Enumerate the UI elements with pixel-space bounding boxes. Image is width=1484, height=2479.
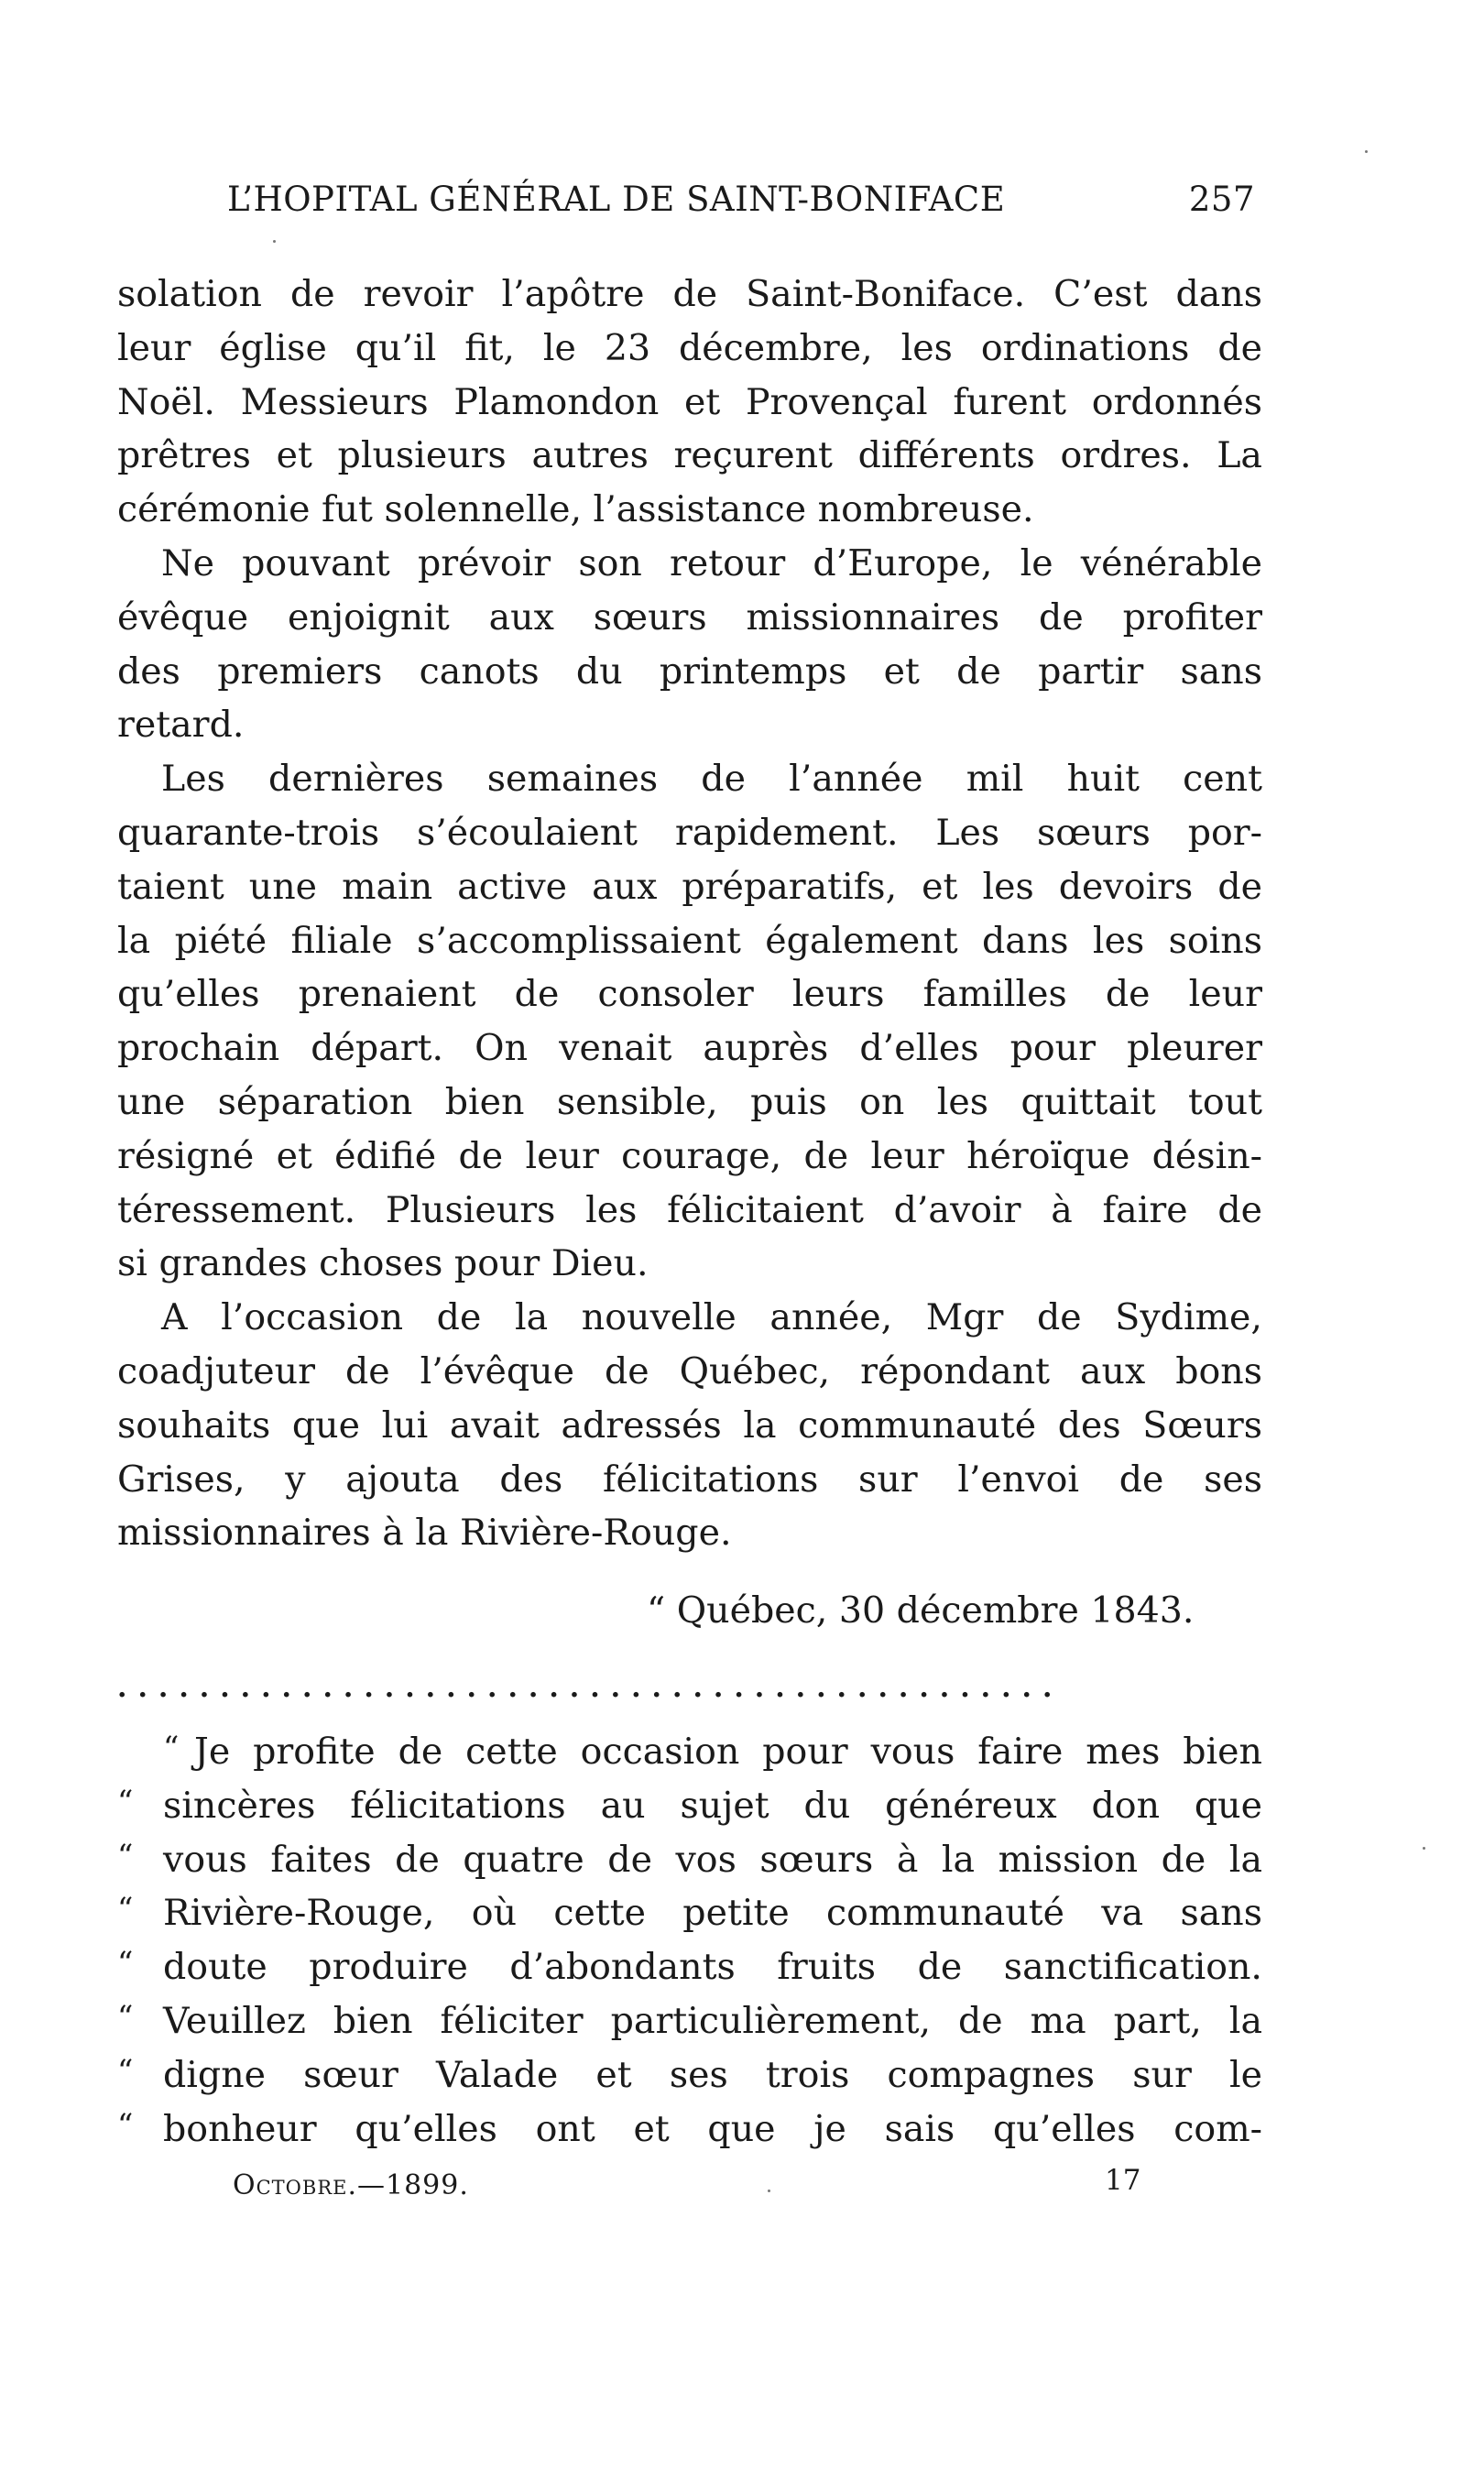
text-line: Noël. Messieurs Plamondon et Provençal furent ordonnés bbox=[117, 380, 1262, 423]
running-title: L’HOPITAL GÉNÉRAL DE SAINT-BONIFACE bbox=[227, 180, 1006, 219]
text-line: cérémonie fut solennelle, l’assistance nombreuse. bbox=[117, 488, 1034, 531]
paper-speck bbox=[768, 2190, 770, 2192]
quote-mark: “ bbox=[117, 1998, 134, 2036]
letter-line: “ bonheur qu’elles ont et que je sais qu’elles com- bbox=[117, 2102, 1262, 2157]
quote-mark: “ bbox=[117, 1891, 134, 1928]
letter-line: “ doute produire d’abondants fruits de sanctification. bbox=[117, 1940, 1262, 1994]
text-line: qu’elles prenaient de consoler leurs familles de leur bbox=[117, 973, 1262, 1016]
letter-line: “ digne sœur Valade et ses trois compagnes sur le bbox=[117, 2048, 1262, 2102]
paper-speck bbox=[273, 240, 276, 243]
letter-line: “ sincères félicitations au sujet du généreux don que bbox=[117, 1779, 1262, 1833]
text-line: taient une main active aux préparatifs, et les devoirs de bbox=[117, 865, 1262, 908]
text-line: Grises, y ajouta des félicitations sur l’envoi de ses bbox=[117, 1458, 1262, 1501]
paper-speck bbox=[1365, 150, 1368, 153]
ellipsis-row: .............................................. bbox=[117, 1672, 1064, 1699]
letter-line: “ Veuillez bien féliciter particulièrement, de ma part, la bbox=[117, 1994, 1262, 2048]
letter-dateline: “ Québec, 30 décembre 1843. bbox=[647, 1589, 1195, 1632]
text-line: téressement. Plusieurs les félicitaient d’avoir à faire de bbox=[117, 1188, 1262, 1231]
text-line: des premiers canots du printemps et de partir sans bbox=[117, 650, 1262, 693]
text-line: Ne pouvant prévoir son retour d’Europe, le vénérable bbox=[161, 541, 1262, 584]
text-line: A l’occasion de la nouvelle année, Mgr de Sydime, bbox=[161, 1296, 1262, 1339]
text-line: Les dernières semaines de l’année mil huit cent bbox=[161, 758, 1262, 801]
quote-mark: “ bbox=[117, 2106, 134, 2144]
quote-mark: “ bbox=[117, 1945, 134, 1982]
text-line: coadjuteur de l’évêque de Québec, répondant aux bons bbox=[117, 1349, 1262, 1392]
letter-line: “ vous faites de quatre de vos sœurs à la mission de la bbox=[117, 1833, 1262, 1887]
quote-mark: “ bbox=[163, 1730, 180, 1766]
quoted-letter bbox=[117, 1725, 1262, 2156]
text-line: retard. bbox=[117, 704, 245, 747]
text-line: solation de revoir l’apôtre de Saint-Boniface. C’est dans bbox=[117, 273, 1262, 315]
text-line: si grandes choses pour Dieu. bbox=[117, 1242, 649, 1285]
page-number: 257 bbox=[1188, 180, 1255, 219]
printer-signature-date bbox=[233, 2169, 469, 2201]
text-line: missionnaires à la Rivière-Rouge. bbox=[117, 1512, 732, 1555]
text-line: prêtres et plusieurs autres reçurent différents ordres. La bbox=[117, 434, 1262, 477]
text-line: prochain départ. On venait auprès d’elles pour pleurer bbox=[117, 1027, 1262, 1070]
quote-mark: “ bbox=[117, 2052, 134, 2090]
footer-month: Octobre bbox=[233, 2169, 348, 2201]
letter-line: “ Rivière-Rouge, où cette petite communauté va sans bbox=[117, 1886, 1262, 1940]
text-line: évêque enjoignit aux sœurs missionnaires de profiter bbox=[117, 595, 1262, 639]
body-text bbox=[117, 268, 1262, 1560]
text-line: souhaits que lui avait adressés la communauté des Sœurs bbox=[117, 1403, 1262, 1447]
footer-year: .—1899. bbox=[347, 2169, 469, 2201]
quote-mark: “ bbox=[117, 1783, 134, 1820]
running-header bbox=[227, 180, 1255, 235]
letter-line: “ Je profite de cette occasion pour vous faire mes bien bbox=[117, 1725, 1262, 1779]
text-line: la piété filiale s’accomplissaient également dans les soins bbox=[117, 919, 1262, 962]
quote-mark: “ bbox=[117, 1837, 134, 1874]
text-line: une séparation bien sensible, puis on les quittait tout bbox=[117, 1080, 1262, 1123]
text-line: quarante-trois s’écoulaient rapidement. Les sœurs por- bbox=[117, 811, 1262, 854]
text-line: leur église qu’il fit, le 23 décembre, les ordinations de bbox=[117, 326, 1262, 369]
gathering-signature: 17 bbox=[1105, 2164, 1141, 2197]
text-line: résigné et édifié de leur courage, de leur héroïque désin- bbox=[117, 1134, 1262, 1177]
paper-speck bbox=[1423, 1847, 1425, 1850]
